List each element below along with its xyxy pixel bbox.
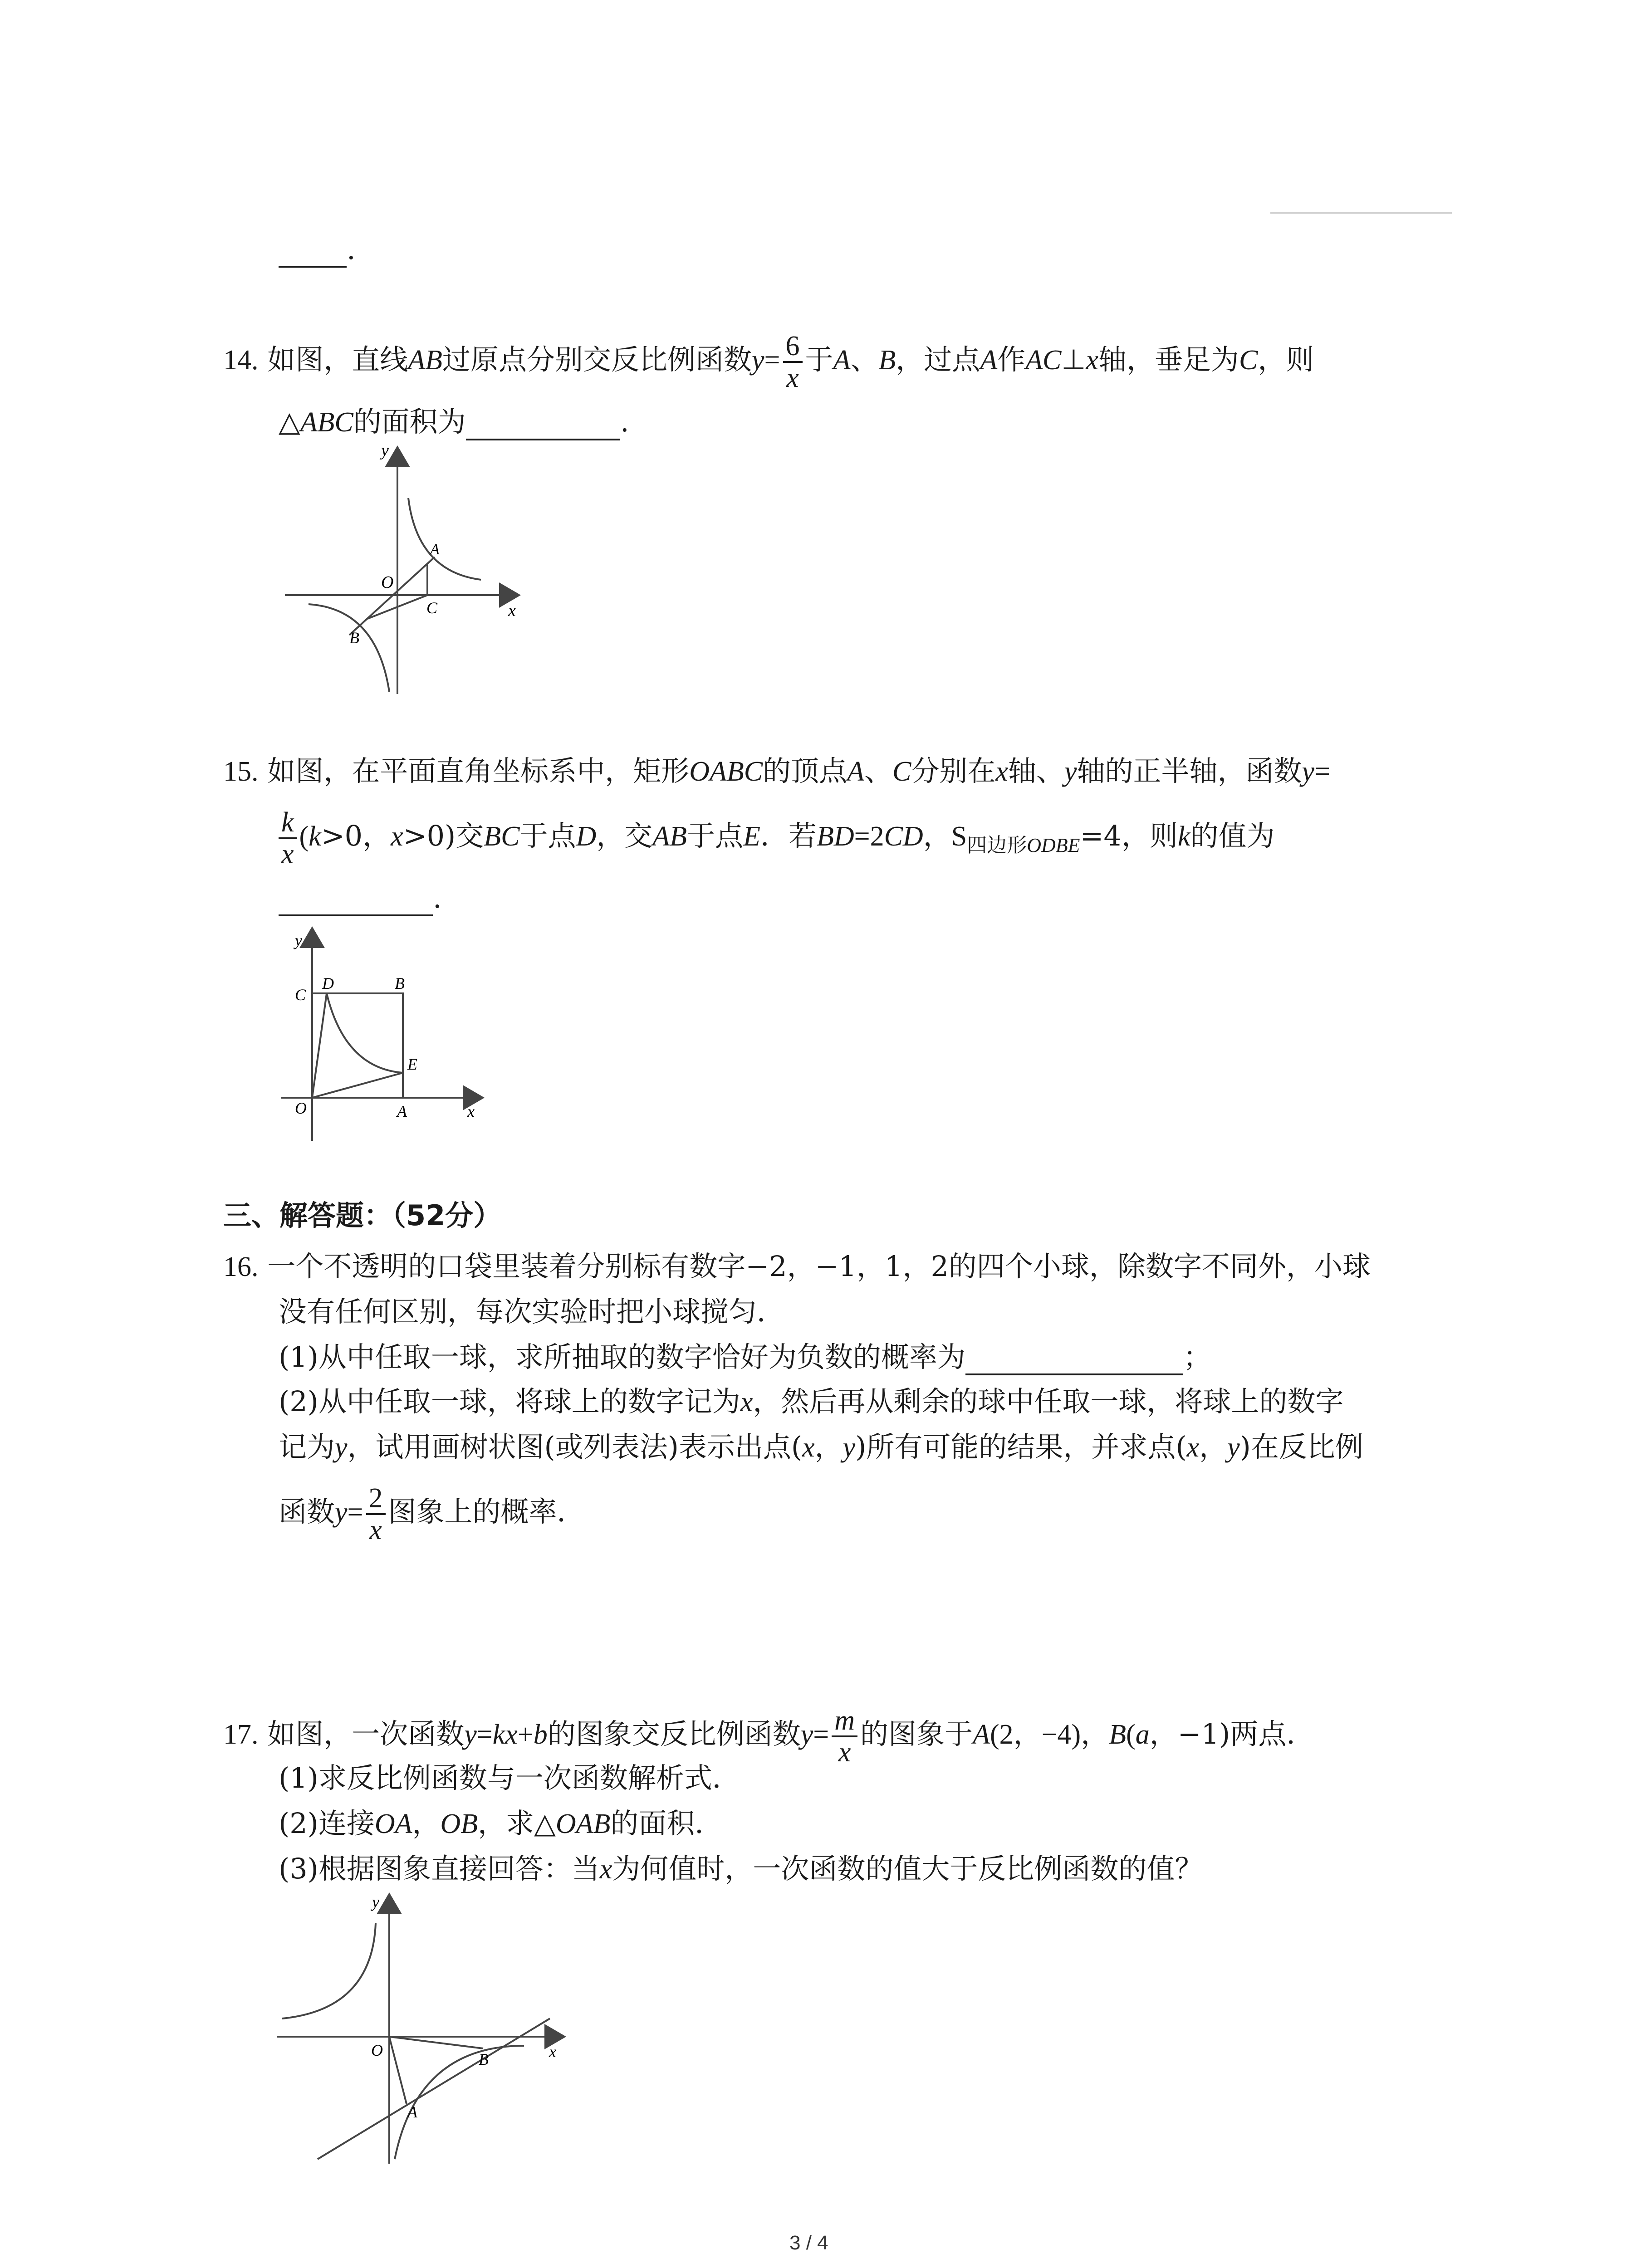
text: ，求△ [478,1807,556,1840]
label-a: A [430,541,440,558]
subscript [967,834,1080,857]
text: 过原点分别交反比例函数 [442,343,752,376]
label-c: C [426,599,438,617]
fraction-denominator: x [838,1737,851,1768]
text: 的值为 [1190,819,1275,853]
math-var: AB [652,821,687,852]
segment-od [312,993,327,1098]
fraction [783,331,803,393]
hyperbola-branch-q1 [408,498,481,580]
label-a: A [407,2103,417,2121]
fraction-denominator: x [786,362,799,393]
text: 轴的正半轴，函数 [1077,754,1302,787]
text: =4，则 [1080,819,1178,853]
math-var: y [843,1432,856,1463]
text: 于点 [519,819,576,853]
math-var: y [335,1432,348,1463]
math-var: ABC [300,407,353,438]
math-op: + [517,1719,534,1750]
page-number: 3 / 4 [789,2232,828,2254]
math-var: A [847,756,864,787]
hyperbola-branch-q4 [395,2046,524,2159]
text: 轴，垂足为 [1098,343,1239,376]
label-o: O [371,2041,383,2059]
q14-line1 [223,331,1314,393]
text: 、 [850,343,879,376]
text: 四边形 [967,833,1027,857]
line-ab [318,2019,550,2159]
label-b: B [349,629,359,647]
q16-part2-line2 [279,1429,1363,1466]
math-var: CD [884,821,923,852]
text: ．若 [760,819,817,853]
math-var: ODBE [1027,834,1080,856]
text: ， [814,1430,843,1463]
math-var: D [576,821,597,852]
text: =2 [854,821,884,852]
math-op: = [813,1719,829,1750]
math-op: = [476,1719,493,1750]
text: 轴、 [1008,754,1064,787]
text: 一个不透明的口袋里装着分别标有数字−2，−1，1，2的四个小球，除数字不同外，小球 [267,1250,1371,1283]
math-op: = [1314,756,1330,787]
text: (2，−4)， [989,1719,1109,1750]
math-var: x [391,821,403,852]
text: 的面积． [610,1807,723,1840]
text: ， [412,1807,441,1840]
math-var: C [892,756,911,787]
fraction-numerator: k [279,807,297,839]
math-var: a [1135,1719,1150,1750]
math-var: x [802,1432,815,1463]
period: . [347,233,356,266]
label-a: A [397,1102,407,1120]
q14-line2 [279,404,629,440]
text: 于点 [687,819,744,853]
q14-figure [272,435,526,699]
label-c: C [295,986,306,1004]
fraction-denominator: x [369,1515,382,1545]
q16-part2-line3 [279,1483,585,1545]
q17-line1 [223,1706,1314,1767]
rectangle-oabc [312,993,403,1098]
label-x: x [467,1102,475,1120]
math-var: B [1109,1719,1127,1750]
fraction-numerator: m [832,1706,857,1737]
math-var: A [980,345,998,376]
text: (1)从中任取一球，求所抽取的数字恰好为负数的概率为 [279,1340,965,1374]
text: 的图象于 [860,1717,973,1751]
math-var: k [309,821,321,852]
text: 如图，一次函数 [267,1717,465,1751]
label-o: O [295,1099,307,1117]
math-var: y [1227,1432,1240,1463]
text: ，然后再从剩余的球中任取一球，将球上的数字 [753,1385,1344,1418]
q17-part3 [279,1851,1203,1887]
fraction [832,1706,857,1767]
math-var: OABC [689,756,763,787]
q15-line3 [279,880,442,916]
math-var: S [951,821,967,852]
math-var: x [995,756,1008,787]
math-var: y [800,1719,813,1750]
text: 、 [864,754,893,787]
math-var: y [752,345,764,376]
q16-line2: 没有任何区别，每次实验时把小球搅匀． [279,1295,785,1328]
math-var: AB [408,345,442,376]
label-d: D [322,974,334,992]
text: ( [299,821,309,852]
label-x: x [549,2043,556,2061]
text: ； [1183,1340,1211,1374]
text: )在反比例 [1239,1430,1363,1463]
label-e: E [407,1055,417,1073]
text: ，试用画树状图(或列表法)表示出点( [347,1430,803,1463]
text: 记为 [279,1430,335,1463]
text: 作 [997,343,1026,376]
math-var: AC [1025,345,1062,376]
segment-oe [312,1073,403,1098]
math-var: y [335,1497,348,1528]
q15-line1 [223,753,1330,790]
text: 于 [805,343,833,376]
q17-part1: (1)求反比例函数与一次函数解析式． [279,1761,740,1794]
text: ( [1126,1719,1136,1750]
math-var: C [1239,345,1258,376]
math-var: x [740,1387,753,1418]
fraction [279,807,297,869]
label-o: O [381,573,394,592]
answer-blank [965,1346,1183,1375]
q16-part1 [279,1339,1211,1375]
period: . [433,881,442,914]
math-var: OA [374,1809,412,1839]
math-op: ⊥ [1061,345,1086,376]
question-number: 17. [223,1719,259,1750]
math-var: BD [816,821,854,852]
text: 的图象交反比例函数 [547,1717,801,1751]
math-var: A [973,1719,990,1750]
label-b: B [479,2050,489,2068]
label-b: B [395,974,405,992]
label-x: x [508,601,516,620]
text: ，则 [1258,343,1314,376]
text: 图象上的概率． [388,1495,585,1529]
prev-question-blank [279,231,356,268]
text: 函数 [279,1495,335,1529]
fraction [366,1483,386,1545]
question-number: 16. [223,1251,259,1282]
section-heading: 三、解答题：（52分） [223,1199,502,1232]
math-var: y [1302,756,1315,787]
label-y: y [295,931,302,949]
math-var: E [743,821,760,852]
label-y: y [381,441,389,460]
fraction-numerator: 6 [783,331,803,363]
q17-figure [272,1887,581,2168]
text: >0， [321,819,391,853]
text: (2)从中任取一球，将球上的数字记为 [279,1385,740,1418]
text: (2)连接 [279,1807,375,1840]
text: 如图，直线 [267,343,408,376]
segment-oa [389,2037,407,2104]
math-var: B [878,345,896,376]
text: 的顶点 [763,754,847,787]
label-y: y [372,1893,379,1911]
hyperbola-curve [327,993,403,1073]
text: >0)交 [403,819,484,853]
q15-line2 [279,807,1274,869]
triangle-symbol: △ [279,405,300,438]
answer-blank [279,239,347,268]
q15-figure [281,921,495,1148]
period: . [620,405,629,438]
question-number: 14. [223,345,259,376]
text: 如图，在平面直角坐标系中，矩形 [267,754,690,787]
text: )所有可能的结果，并求点( [855,1430,1187,1463]
header-rule [1270,212,1452,214]
text: ， [1199,1430,1228,1463]
math-var: x [599,1854,612,1885]
text: ， [923,819,951,853]
text: ，交 [596,819,653,853]
q16-part2-line1 [279,1383,1343,1420]
math-var: y [1064,756,1077,787]
math-op: = [764,345,780,376]
math-var: BC [484,821,520,852]
math-var: k [1177,821,1190,852]
text: (3)根据图象直接回答：当 [279,1852,600,1885]
text: 分别在 [911,754,996,787]
math-var: b [533,1719,548,1750]
text: ，过点 [896,343,980,376]
math-op: = [347,1497,363,1528]
hyperbola-branch-q3 [309,604,389,692]
text: 的面积为 [353,405,466,438]
math-var: y [464,1719,477,1750]
fraction-denominator: x [281,839,294,870]
hyperbola-branch-q2 [282,1923,376,2019]
math-var: OB [440,1809,478,1839]
text: ，−1)两点． [1149,1717,1315,1751]
math-var: kx [492,1719,518,1750]
segment-ob [389,2037,483,2048]
math-var: OAB [555,1809,611,1839]
math-var: x [1086,345,1098,376]
math-var: A [833,345,851,376]
text: 为何值时，一次函数的值大于反比例函数的值？ [612,1852,1203,1885]
q17-part2 [279,1805,723,1842]
question-number: 15. [223,756,259,787]
math-var: x [1186,1432,1200,1463]
answer-blank [279,887,433,916]
q16-line1 [223,1248,1371,1285]
fraction-numerator: 2 [366,1483,386,1515]
